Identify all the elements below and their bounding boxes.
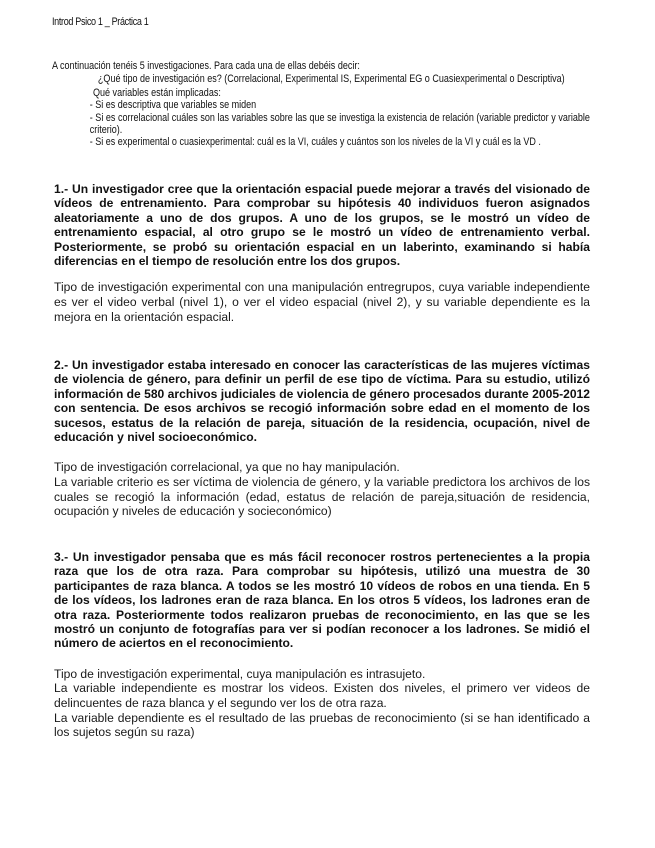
instructions-bullet-correlational: - Si es correlacional cuáles son las variables sobre las que se investiga la existencia de relación (variable predictor y variable criterio). — [89, 111, 590, 137]
instructions-question-type: ¿Qué tipo de investigación es? (Correlacional, Experimental IS, Experimental EG o Cuasiexperimental o Descriptiva) — [97, 73, 565, 86]
investigation-1-question: 1.- Un investigador cree que la orientación espacial puede mejorar a través del visionado de vídeos de entrenamiento. Para comprobar su hipótesis 40 individuos fueron asignados aleatoriamente a uno de dos grupos. A uno de los grupos, se le mostró un vídeo de entrenamiento espacial, al otro grupo se le mostró un vídeo de entrenamiento verbal. Posteriormente, se probó su orientación espacial en un laberinto, examinando si había diferencias en el tiempo de resolución entre los dos grupos. — [54, 182, 590, 269]
investigation-3 — [54, 550, 590, 740]
investigation-2-question: 2.- Un investigador estaba interesado en conocer las características de las mujeres víctimas de violencia de género, para definir un perfil de ese tipo de víctima. Para su estudio, utilizó información de 580 archivos judiciales de violencia de género procesados durante 2005-2012 con sentencia. De esos archivos se recogió información sobre edad en el momento de los sucesos, estatus de la relación de pareja, situación de la residencia, ocupación, nivel de educación y nivel socioeconómico. — [54, 358, 590, 445]
instructions-bullet-descriptive: - Si es descriptiva que variables se miden — [89, 99, 257, 112]
investigation-2 — [54, 358, 590, 519]
investigation-2-answer-variables: La variable criterio es ser víctima de violencia de género, y la variable predictora los archivos de los cuales se recogió la información (edad, estatus de relación de pareja,situación de residencia, ocupación y niveles de educación y socieconómico) — [54, 475, 590, 519]
page-header: Introd Psico 1 _ Práctica 1 — [52, 16, 149, 28]
investigation-3-question: 3.- Un investigador pensaba que es más fácil reconocer rostros pertenecientes a la propia raza que los de otra raza. Para comprobar su hipótesis, utilizó una muestra de 30 participantes de raza blanca. A todos se les mostró 10 vídeos de robos en una tienda. En 5 de los vídeos, los ladrones eran de raza blanca. En los otros 5 vídeos, los ladrones eran de otra raza. Posteriormente todos realizaron pruebas de reconocimiento, en las que se les mostró un conjunto de fotografías para ver si podían reconocer a los ladrones. Se midió el número de aciertos en el reconocimiento. — [54, 550, 590, 651]
instructions-question-vars: Qué variables están implicadas: — [93, 86, 221, 99]
investigation-3-answer-dv: La variable dependiente es el resultado de las pruebas de reconocimiento (si se han identificado a los sujetos según su raza) — [54, 710, 590, 740]
investigation-2-answer-type: Tipo de investigación correlacional, ya que no hay manipulación. — [54, 460, 400, 475]
instructions-intro-line: A continuación tenéis 5 investigaciones. Para cada una de ellas debéis decir: — [52, 60, 360, 72]
investigation-1 — [54, 182, 590, 324]
instructions-bullet-experimental: - Si es experimental o cuasiexperimental: cuál es la VI, cuáles y cuántos son los niveles de la VI y cuál es la VD . — [89, 136, 541, 149]
instructions — [52, 60, 593, 149]
investigation-3-answer-type: Tipo de investigación experimental, cuya manipulación es intrasujeto. — [54, 666, 426, 681]
investigation-1-answer: Tipo de investigación experimental con una manipulación entregrupos, cuya variable independiente es ver el video verbal (nivel 1), o ver el video espacial (nivel 2), y su variable dependiente es la mejora en la orientación espacial. — [54, 280, 590, 324]
investigation-3-answer-iv: La variable independiente es mostrar los videos. Existen dos niveles, el primero ver videos de delincuentes de raza blanca y el segundo ver los de otra raza. — [54, 681, 590, 711]
